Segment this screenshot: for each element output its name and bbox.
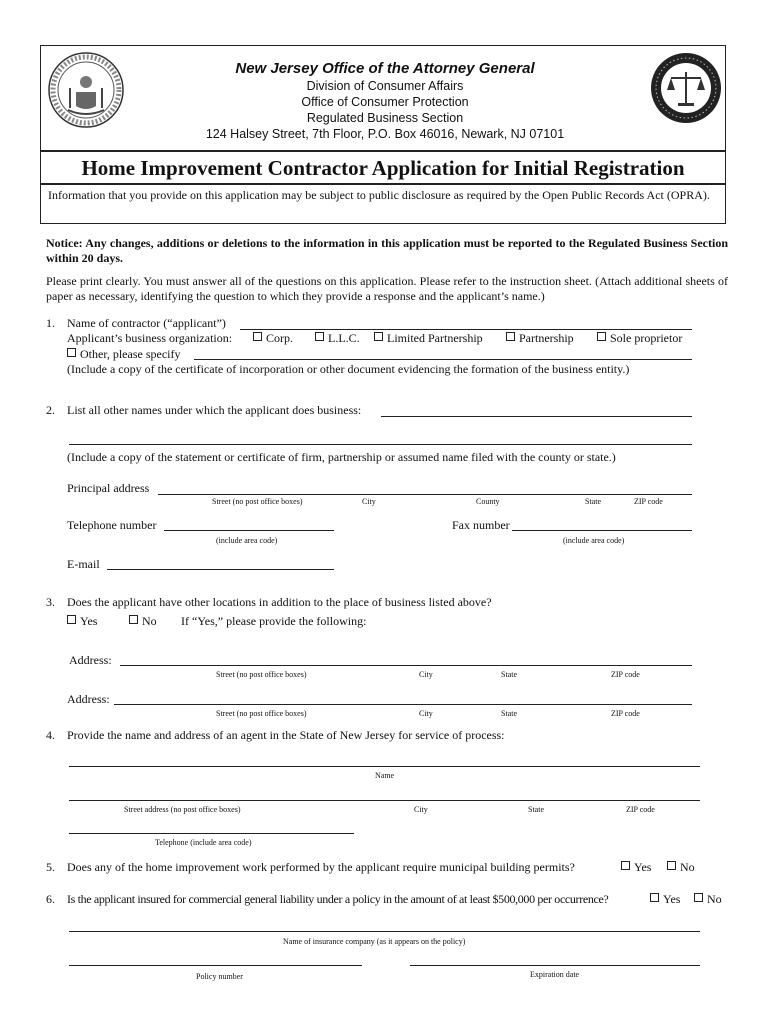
- telephone-label: Telephone number: [67, 518, 157, 532]
- q2-note: (Include a copy of the statement or certificate of firm, partnership or assumed name filed with the county or state.): [67, 450, 616, 464]
- checkbox-icon: [315, 332, 324, 341]
- office-address: 124 Halsey Street, 7th Floor, P.O. Box 46016, Newark, NJ 07101: [205, 127, 565, 141]
- other-names-field-2[interactable]: [69, 444, 692, 445]
- section-name: Regulated Business Section: [306, 111, 464, 125]
- checkbox-icon: [253, 332, 262, 341]
- telephone-field[interactable]: [164, 530, 334, 531]
- checkbox-icon: [67, 348, 76, 357]
- checkbox-icon: [597, 332, 606, 341]
- option-label: Yes: [634, 860, 652, 874]
- principal-address-label: Principal address: [67, 481, 150, 495]
- option-label: Yes: [80, 614, 98, 628]
- fax-label: Fax number: [452, 518, 510, 532]
- checkbox-icon: [129, 615, 138, 624]
- agent-name-field[interactable]: [69, 766, 700, 767]
- option-label: No: [680, 860, 695, 874]
- q4-label: Provide the name and address of an agent in the State of New Jersey for service of process:: [67, 728, 505, 742]
- q5-no[interactable]: [667, 860, 695, 875]
- checkbox-icon: [694, 893, 703, 902]
- q1-label: Name of contractor (“applicant”): [67, 316, 226, 330]
- q1-note: (Include a copy of the certificate of incorporation or other document evidencing the formation of the business entity.): [67, 362, 630, 376]
- other-specify-field[interactable]: [194, 359, 692, 360]
- addr-sub-county: County: [476, 497, 500, 506]
- checkbox-icon: [506, 332, 515, 341]
- checkbox-icon: [621, 861, 630, 870]
- q3-if-yes: If “Yes,” please provide the following:: [181, 614, 367, 628]
- q3-number: 3.: [46, 595, 55, 609]
- agent-address-field[interactable]: [69, 800, 700, 801]
- fax-area-code: (include area code): [563, 536, 625, 545]
- q2-label: List all other names under which the applicant does business:: [67, 403, 362, 417]
- disclosure-text: Information that you provide on this application may be subject to public disclosure as required by the Open Public Records Act (OPRA).: [48, 188, 710, 202]
- loc1-sub-street: Street (no post office boxes): [216, 670, 307, 679]
- agent-street-sub: Street address (no post office boxes): [124, 805, 241, 814]
- addr-sub-zip: ZIP code: [634, 497, 663, 506]
- policy-number-sub: Policy number: [196, 972, 243, 981]
- q3-label: Does the applicant have other locations in addition to the place of business listed above?: [67, 595, 492, 609]
- loc2-sub-street: Street (no post office boxes): [216, 709, 307, 718]
- insurer-name-field[interactable]: [69, 931, 700, 932]
- agent-name-sub: Name: [375, 771, 395, 780]
- org-option-limited-partnership[interactable]: [374, 331, 483, 346]
- email-label: E-mail: [67, 557, 100, 571]
- org-option-partnership[interactable]: [506, 331, 574, 346]
- q1-number: 1.: [46, 316, 55, 330]
- option-label: Other, please specify: [80, 347, 181, 361]
- option-label: Yes: [663, 892, 681, 906]
- agent-city-sub: City: [414, 805, 428, 814]
- instructions-text: Please print clearly. You must answer all of the questions on this application. Please refer to the instruction sheet. (Attach additional sheets of paper as necessary, identifying the question to which they provide a response and the applicant’s name.): [46, 274, 728, 303]
- agent-state-sub: State: [528, 805, 544, 814]
- q5-label: Does any of the home improvement work performed by the applicant require municipal building permits?: [67, 860, 575, 874]
- principal-address-field[interactable]: [158, 494, 692, 495]
- addr-sub-city: City: [362, 497, 376, 506]
- checkbox-icon: [374, 332, 383, 341]
- email-field[interactable]: [107, 569, 334, 570]
- q2-number: 2.: [46, 403, 55, 417]
- telephone-area-code: (include area code): [216, 536, 278, 545]
- q3-yes[interactable]: [67, 614, 97, 629]
- policy-number-field[interactable]: [69, 965, 362, 966]
- other-names-field-1[interactable]: [381, 416, 692, 417]
- agent-zip-sub: ZIP code: [626, 805, 655, 814]
- location-address-field-1[interactable]: [120, 665, 692, 666]
- office-name: Office of Consumer Protection: [301, 95, 469, 109]
- agency-name: New Jersey Office of the Attorney General: [235, 60, 535, 77]
- q5-number: 5.: [46, 860, 55, 874]
- org-option-other[interactable]: [67, 347, 180, 362]
- option-label: Limited Partnership: [387, 331, 483, 345]
- location-address-label-1: Address:: [69, 653, 112, 667]
- org-option-corp[interactable]: [253, 331, 293, 346]
- option-label: L.L.C.: [328, 331, 360, 345]
- q4-number: 4.: [46, 728, 55, 742]
- checkbox-icon: [67, 615, 76, 624]
- contractor-name-field[interactable]: [240, 329, 692, 330]
- loc1-sub-state: State: [501, 670, 517, 679]
- location-address-label-2: Address:: [67, 692, 110, 706]
- option-label: Sole proprietor: [610, 331, 683, 345]
- expiration-date-sub: Expiration date: [530, 970, 580, 979]
- agent-telephone-sub: Telephone (include area code): [155, 838, 252, 847]
- loc2-sub-zip: ZIP code: [611, 709, 640, 718]
- option-label: No: [142, 614, 157, 628]
- loc1-sub-city: City: [419, 670, 433, 679]
- insurer-name-sub: Name of insurance company (as it appears on the policy): [283, 937, 466, 946]
- addr-sub-state: State: [585, 497, 601, 506]
- q6-label: Is the applicant insured for commercial general liability under a policy in the amount of at least $500,000 per occurrence?: [67, 892, 609, 906]
- org-option-sole-proprietor[interactable]: [597, 331, 682, 346]
- division-name: Division of Consumer Affairs: [306, 79, 464, 93]
- option-label: No: [707, 892, 722, 906]
- q5-yes[interactable]: [621, 860, 651, 875]
- q6-number: 6.: [46, 892, 55, 906]
- checkbox-icon: [650, 893, 659, 902]
- loc2-sub-city: City: [419, 709, 433, 718]
- agent-telephone-field[interactable]: [69, 833, 354, 834]
- loc2-sub-state: State: [501, 709, 517, 718]
- q3-no[interactable]: [129, 614, 157, 629]
- location-address-field-2[interactable]: [114, 704, 692, 705]
- expiration-date-field[interactable]: [410, 965, 700, 966]
- page-title: Home Improvement Contractor Application for Initial Registration: [81, 156, 685, 180]
- notice-text: Notice: Any changes, additions or deletions to the information in this application must be reported to the Regulated Business Section within 20 days.: [46, 236, 728, 265]
- q6-no[interactable]: [694, 892, 722, 907]
- option-label: Partnership: [519, 331, 574, 345]
- option-label: Corp.: [266, 331, 293, 345]
- addr-sub-street: Street (no post office boxes): [212, 497, 303, 506]
- org-option-llc[interactable]: [315, 331, 360, 346]
- loc1-sub-zip: ZIP code: [611, 670, 640, 679]
- checkbox-icon: [667, 861, 676, 870]
- org-label: Applicant’s business organization:: [67, 331, 233, 345]
- q6-yes[interactable]: [650, 892, 680, 907]
- fax-field[interactable]: [512, 530, 692, 531]
